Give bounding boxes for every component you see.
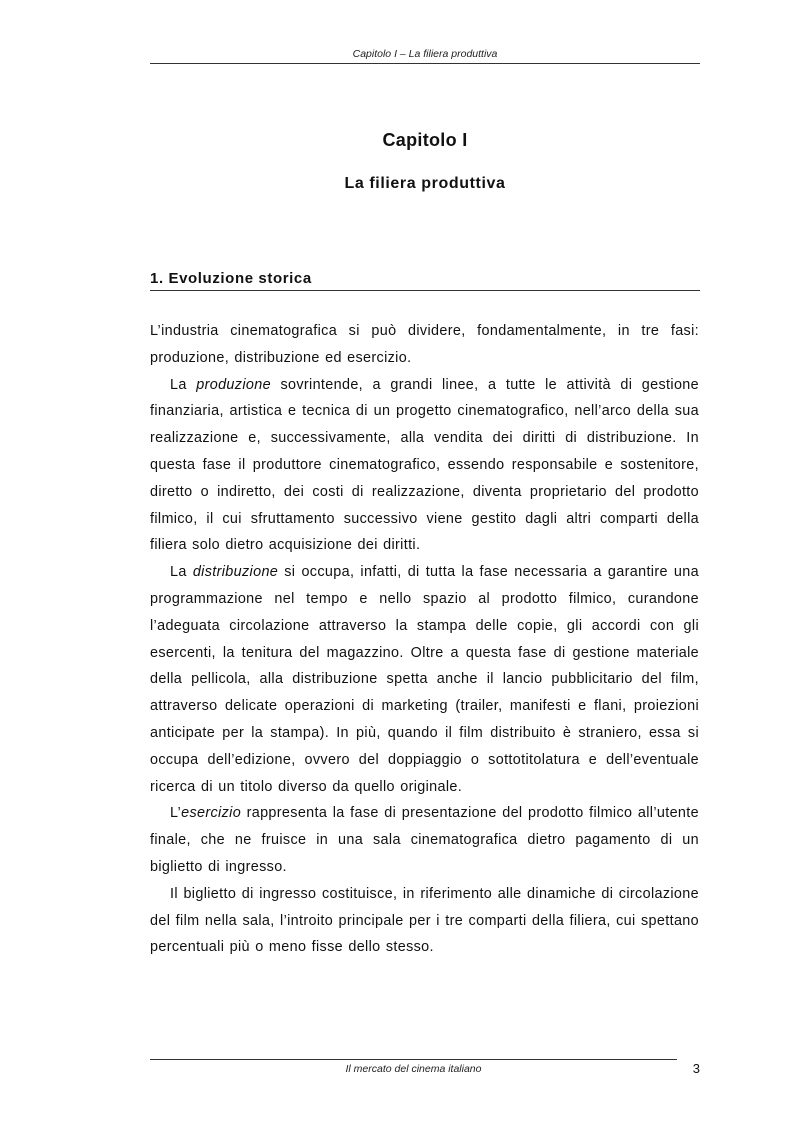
section-heading: 1. Evoluzione storica (150, 270, 312, 287)
footer-rule (150, 1059, 677, 1060)
paragraph-text: La (170, 564, 193, 581)
chapter-title: La filiera produttiva (344, 175, 506, 192)
running-foot: Il mercato del cinema italiano (345, 1063, 482, 1075)
paragraph-text: sovrintende, a grandi linee, a tutte le attività di gestione finanziaria, artistica e tecnica di un progetto cinematografico, nell’arco della sua realizzazione e, successivamente, alla vendita dei diritti di distribuzione. In questa fase il produttore cinematografico, essendo responsabile e sostenitore, diretto o indiretto, dei costi di realizzazione, diventa proprietario del prodotto filmico, il cui sfruttamento successivo viene gestito dagli altri comparti della filiera solo dietro acquisizione dei diritti. (150, 376, 699, 554)
paragraph-intro: L’industria cinematografica si può dividere, fondamentalmente, in tre fasi: produzione, distribuzione ed esercizio. (150, 323, 699, 366)
section-rule (150, 290, 700, 291)
body-text (150, 318, 699, 961)
term-distribuzione: distribuzione (192, 564, 279, 581)
paragraph-text: rappresenta la fase di presentazione del prodotto filmico all’utente finale, che ne fruisce in una sala cinematografica dietro pagamento di un biglietto di ingresso. (150, 805, 699, 875)
term-produzione: produzione (196, 376, 271, 393)
header-rule (150, 63, 700, 64)
paragraph-biglietto: Il biglietto di ingresso costituisce, in riferimento alle dinamiche di circolazione del film nella sala, l’introito principale per i tre comparti della filiera, cui spettano percentuali più o meno fisse dello stesso. (150, 885, 699, 956)
chapter-label: Capitolo I (382, 130, 468, 150)
paragraph-text: L’ (170, 805, 182, 822)
paragraph-distribuzione (150, 559, 699, 800)
paragraph-text: La (170, 376, 197, 393)
paragraph-text: si occupa, infatti, di tutta la fase necessaria a garantire una programmazione nel tempo e nello spazio al prodotto filmico, curandone l’adeguata circolazione attraverso la stampa delle copie, gli accordi con gli esercenti, la tenitura del magazzino. Oltre a questa fase di gestione materiale della pellicola, alla distribuzione spetta anche il lancio pubblicitario del film, attraverso delicate operazioni di marketing (trailer, manifesti e flani, proiezioni anticipate per la stampa). In più, quando il film distribuito è straniero, essa si occupa dell’edizione, ovvero del doppiaggio o sottotitolatura e dell’eventuale ricerca di un titolo diverso da quello originale. (150, 564, 699, 795)
running-head: Capitolo I – La filiera produttiva (352, 48, 498, 60)
page-number: 3 (692, 1061, 700, 1076)
paragraph-esercizio (150, 800, 699, 880)
paragraph-produzione (150, 372, 699, 560)
term-esercizio: esercizio (181, 805, 242, 822)
